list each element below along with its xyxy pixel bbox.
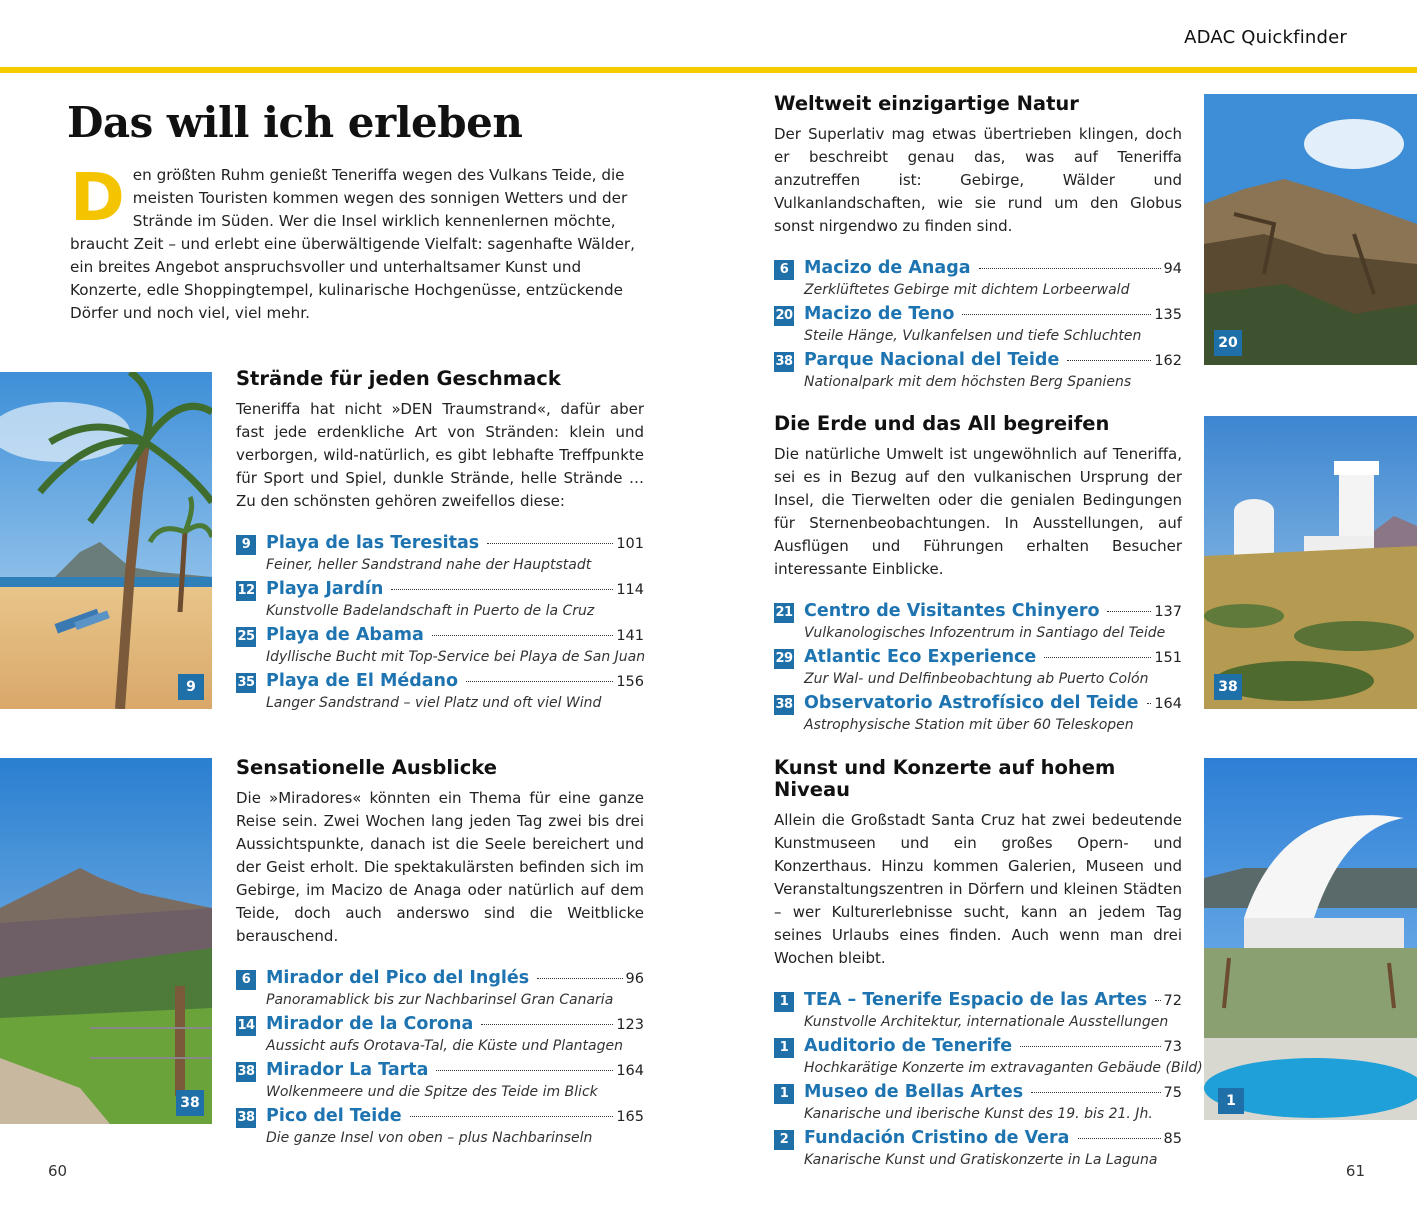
section-title: Kunst und Konzerte auf hohem Niveau: [774, 756, 1116, 801]
entry-line: [804, 1128, 1182, 1152]
list-item: [236, 1060, 644, 1106]
dot-leader: [1031, 1092, 1160, 1093]
entry-page-number: 137: [1154, 604, 1182, 620]
dot-leader: [481, 1024, 613, 1025]
page-number-left: 60: [48, 1162, 68, 1180]
entry-name: Playa Jardín: [266, 579, 384, 599]
list-item: [236, 533, 644, 579]
list-item: [774, 350, 1182, 396]
entry-description: Panoramablick bis zur Nachbarinsel Gran Canaria: [266, 992, 614, 1008]
entry-name: Centro de Visitantes Chinyero: [804, 601, 1100, 621]
entry-name: TEA – Tenerife Espacio de las Artes: [804, 990, 1148, 1010]
map-number-badge: 29: [774, 649, 794, 669]
section-title: Weltweit einzigartige Natur: [774, 92, 1079, 115]
entry-description: Zerklüftetes Gebirge mit dichtem Lorbeerwald: [804, 282, 1130, 298]
section-science: [774, 413, 1182, 739]
entry-page-number: 73: [1163, 1039, 1182, 1055]
entry-line: [266, 533, 644, 557]
entry-line: [266, 671, 644, 695]
map-number-badge: 38: [774, 352, 794, 372]
photo-badge: 38: [1214, 674, 1242, 700]
dot-leader: [1155, 1000, 1160, 1001]
entry-line: [804, 990, 1182, 1014]
section-text: Teneriffa hat nicht »DEN Traumstrand«, dafür aber fast jede erdenkliche Art von Stränden: klein und verborgen, wild-natürlich, es gibt lebhafte Treffpunkte für Sport und Spiel, dunkle Strände, helle Strände … Zu den schönsten gehören zweifellos diese:: [236, 400, 644, 510]
header-rule: [0, 67, 1417, 73]
entry-list: [774, 990, 1203, 1174]
dot-leader: [962, 314, 1151, 315]
list-item: [236, 968, 644, 1014]
map-number-badge: 2: [774, 1130, 794, 1150]
page-number-right: 61: [1345, 1162, 1365, 1180]
intro-text: en größten Ruhm genießt Teneriffa wegen des Vulkans Teide, die meisten Touristen kommen wegen des sonnigen Wetters und der Strände im Süden. Wer die Insel wirklich kennenlernen möchte, braucht Zeit – und erlebt eine überwältigende Vielfalt: sagenhafte Wälder, ein breites Angebot anspruchsvoller und unterhaltsamer Kunst und Konzerte, edle Shoppingtempel, kulinarische Hochgenüsse, entzückende Dörfer und noch viel, viel mehr.: [70, 166, 636, 322]
intro-paragraph: [70, 159, 644, 325]
list-item: [774, 693, 1182, 739]
entry-line: [804, 1082, 1182, 1106]
entry-page-number: 165: [616, 1109, 644, 1125]
dot-leader: [1044, 657, 1151, 658]
entry-description: Kanarische und iberische Kunst des 19. bis 21. Jh.: [804, 1106, 1153, 1122]
map-number-badge: 9: [236, 535, 256, 555]
photo-badge: 1: [1218, 1088, 1244, 1114]
section-title: Die Erde und das All begreifen: [774, 412, 1110, 435]
list-item: [774, 647, 1182, 693]
entry-line: [804, 304, 1182, 328]
list-item: [236, 579, 644, 625]
dot-leader: [1147, 703, 1152, 704]
dot-leader: [537, 978, 622, 979]
entry-list: [774, 258, 1182, 396]
entry-name: Macizo de Teno: [804, 304, 955, 324]
dot-leader: [1067, 360, 1151, 361]
entry-page-number: 164: [616, 1063, 644, 1079]
entry-page-number: 85: [1163, 1131, 1182, 1147]
entry-description: Kanarische Kunst und Gratiskonzerte in La Laguna: [804, 1152, 1158, 1168]
entry-line: [804, 601, 1182, 625]
section-title: Sensationelle Ausblicke: [236, 756, 497, 779]
entry-name: Macizo de Anaga: [804, 258, 971, 278]
map-number-badge: 6: [236, 970, 256, 990]
entry-line: [266, 579, 644, 603]
entry-list: [774, 601, 1182, 739]
list-item: [774, 990, 1182, 1036]
map-number-badge: 6: [774, 260, 794, 280]
entry-name: Museo de Bellas Artes: [804, 1082, 1024, 1102]
entry-name: Mirador de la Corona: [266, 1014, 474, 1034]
dot-leader: [410, 1116, 614, 1117]
entry-line: [266, 968, 644, 992]
entry-line: [266, 1106, 644, 1130]
entry-line: [804, 693, 1182, 717]
list-item: [774, 1082, 1182, 1128]
map-number-badge: 1: [774, 1038, 794, 1058]
entry-page-number: 96: [625, 971, 644, 987]
entry-description: Langer Sandstrand – viel Platz und oft viel Wind: [266, 695, 602, 711]
entry-description: Zur Wal- und Delfinbeobachtung ab Puerto Colón: [804, 671, 1149, 687]
entry-name: Observatorio Astrofísico del Teide: [804, 693, 1139, 713]
entry-name: Playa de Abama: [266, 625, 424, 645]
entry-name: Fundación Cristino de Vera: [804, 1128, 1070, 1148]
beach-photo: [0, 372, 212, 709]
observatory-photo: [1204, 416, 1417, 709]
entry-name: Mirador del Pico del Inglés: [266, 968, 530, 988]
entry-page-number: 123: [616, 1017, 644, 1033]
entry-description: Kunstvolle Badelandschaft in Puerto de la Cruz: [266, 603, 595, 619]
section-arts: [774, 756, 1203, 1174]
entry-page-number: 151: [1154, 650, 1182, 666]
section-views: [236, 757, 644, 1152]
dot-leader: [1078, 1138, 1161, 1139]
entry-description: Vulkanologisches Infozentrum in Santiago del Teide: [804, 625, 1166, 641]
entry-name: Playa de las Teresitas: [266, 533, 480, 553]
map-number-badge: 1: [774, 1084, 794, 1104]
list-item: [774, 1036, 1203, 1082]
entry-description: Wolkenmeere und die Spitze des Teide im Blick: [266, 1084, 598, 1100]
section-text: Der Superlativ mag etwas übertrieben klingen, doch er beschreibt genau das, was auf Teneriffa anzutreffen ist: Gebirge, Wälder und Vulkanlandschaften, wie sie rund um den Globus sonst nirgendwo zu finden sind.: [774, 125, 1182, 235]
entry-description: Steile Hänge, Vulkanfelsen und tiefe Schluchten: [804, 328, 1142, 344]
entry-description: Idyllische Bucht mit Top-Service bei Playa de San Juan: [266, 649, 646, 665]
header-label: ADAC Quickfinder: [1184, 27, 1347, 48]
page-title: Das will ich erleben: [67, 98, 523, 147]
entry-description: Die ganze Insel von oben – plus Nachbarinseln: [266, 1130, 593, 1146]
entry-line: [804, 258, 1182, 282]
photo-badge: 38: [176, 1090, 204, 1116]
entry-page-number: 101: [616, 536, 644, 552]
map-number-badge: 38: [236, 1062, 256, 1082]
map-number-badge: 20: [774, 306, 794, 326]
section-text: Die natürliche Umwelt ist ungewöhnlich auf Teneriffa, sei es in Bezug auf den vulkanischen Ursprung der Insel, die Tierwelten oder die genialen Bedingungen für Sternenbeobachtungen. In Ausstellungen, auf Ausflügen und Führungen erhalten Besucher interessante Einblicke.: [774, 445, 1182, 578]
section-title: Strände für jeden Geschmack: [236, 367, 561, 390]
dot-leader: [979, 268, 1161, 269]
entry-line: [804, 350, 1182, 374]
section-text: Die »Miradores« könnten ein Thema für eine ganze Reise sein. Zwei Wochen lang jeden Tag zwei bis drei Aussichtspunkte, danach ist die Seele bereichert und der Geist erholt. Die spektakulärsten befinden sich im Gebirge, im Macizo de Anaga oder natürlich auf dem Teide, doch auch anderswo sind die Weitblicke berauschend.: [236, 789, 644, 945]
dot-leader: [1107, 611, 1151, 612]
entry-line: [266, 625, 644, 649]
entry-name: Parque Nacional del Teide: [804, 350, 1060, 370]
entry-name: Playa de El Médano: [266, 671, 459, 691]
list-item: [774, 1128, 1182, 1174]
list-item: [774, 258, 1182, 304]
dot-leader: [436, 1070, 613, 1071]
entry-page-number: 164: [1154, 696, 1182, 712]
entry-name: Auditorio de Tenerife: [804, 1036, 1013, 1056]
teide-view-photo: [0, 758, 212, 1124]
dot-leader: [432, 635, 613, 636]
dot-leader: [466, 681, 613, 682]
entry-description: Kunstvolle Architektur, internationale Ausstellungen: [804, 1014, 1169, 1030]
map-number-badge: 14: [236, 1016, 256, 1036]
map-number-badge: 21: [774, 603, 794, 623]
entry-page-number: 94: [1163, 261, 1182, 277]
section-nature: [774, 93, 1182, 396]
list-item: [236, 625, 644, 671]
list-item: [236, 671, 644, 717]
entry-page-number: 141: [616, 628, 644, 644]
dot-leader: [487, 543, 613, 544]
entry-line: [804, 647, 1182, 671]
section-beaches: [236, 368, 644, 717]
entry-description: Hochkarätige Konzerte im extravaganten Gebäude (Bild): [804, 1060, 1203, 1076]
entry-list: [236, 533, 644, 717]
entry-line: [266, 1014, 644, 1038]
map-number-badge: 12: [236, 581, 256, 601]
map-number-badge: 38: [236, 1108, 256, 1128]
section-text: Allein die Großstadt Santa Cruz hat zwei bedeutende Kunstmuseen und ein großes Opern- und Konzerthaus. Hinzu kommen Galerien, Museen und Veranstaltungszentren in Dörfern und kleinen Städten – wer Kulturerlebnisse sucht, kann an jedem Tag seines Urlaubs eines finden. Auch wenn man drei Wochen bleibt.: [774, 811, 1182, 967]
list-item: [236, 1106, 644, 1152]
mountain-photo: [1204, 94, 1417, 365]
dropcap: D: [70, 159, 125, 236]
entry-line: [266, 1060, 644, 1084]
map-number-badge: 1: [774, 992, 794, 1012]
entry-page-number: 156: [616, 674, 644, 690]
entry-page-number: 75: [1163, 1085, 1182, 1101]
entry-description: Aussicht aufs Orotava-Tal, die Küste und Plantagen: [266, 1038, 623, 1054]
entry-line: [804, 1036, 1182, 1060]
entry-page-number: 135: [1154, 307, 1182, 323]
list-item: [774, 304, 1182, 350]
entry-page-number: 162: [1154, 353, 1182, 369]
map-number-badge: 35: [236, 673, 256, 693]
entry-page-number: 72: [1163, 993, 1182, 1009]
entry-name: Pico del Teide: [266, 1106, 402, 1126]
auditorio-photo: [1204, 758, 1417, 1120]
entry-description: Astrophysische Station mit über 60 Teleskopen: [804, 717, 1134, 733]
dot-leader: [391, 589, 613, 590]
list-item: [236, 1014, 644, 1060]
map-number-badge: 38: [774, 695, 794, 715]
photo-badge: 9: [178, 674, 204, 700]
entry-list: [236, 968, 644, 1152]
photo-badge: 20: [1214, 330, 1242, 356]
entry-page-number: 114: [616, 582, 644, 598]
entry-name: Atlantic Eco Experience: [804, 647, 1037, 667]
entry-name: Mirador La Tarta: [266, 1060, 429, 1080]
entry-description: Nationalpark mit dem höchsten Berg Spaniens: [804, 374, 1132, 390]
list-item: [774, 601, 1182, 647]
entry-description: Feiner, heller Sandstrand nahe der Hauptstadt: [266, 557, 592, 573]
map-number-badge: 25: [236, 627, 256, 647]
dot-leader: [1020, 1046, 1160, 1047]
